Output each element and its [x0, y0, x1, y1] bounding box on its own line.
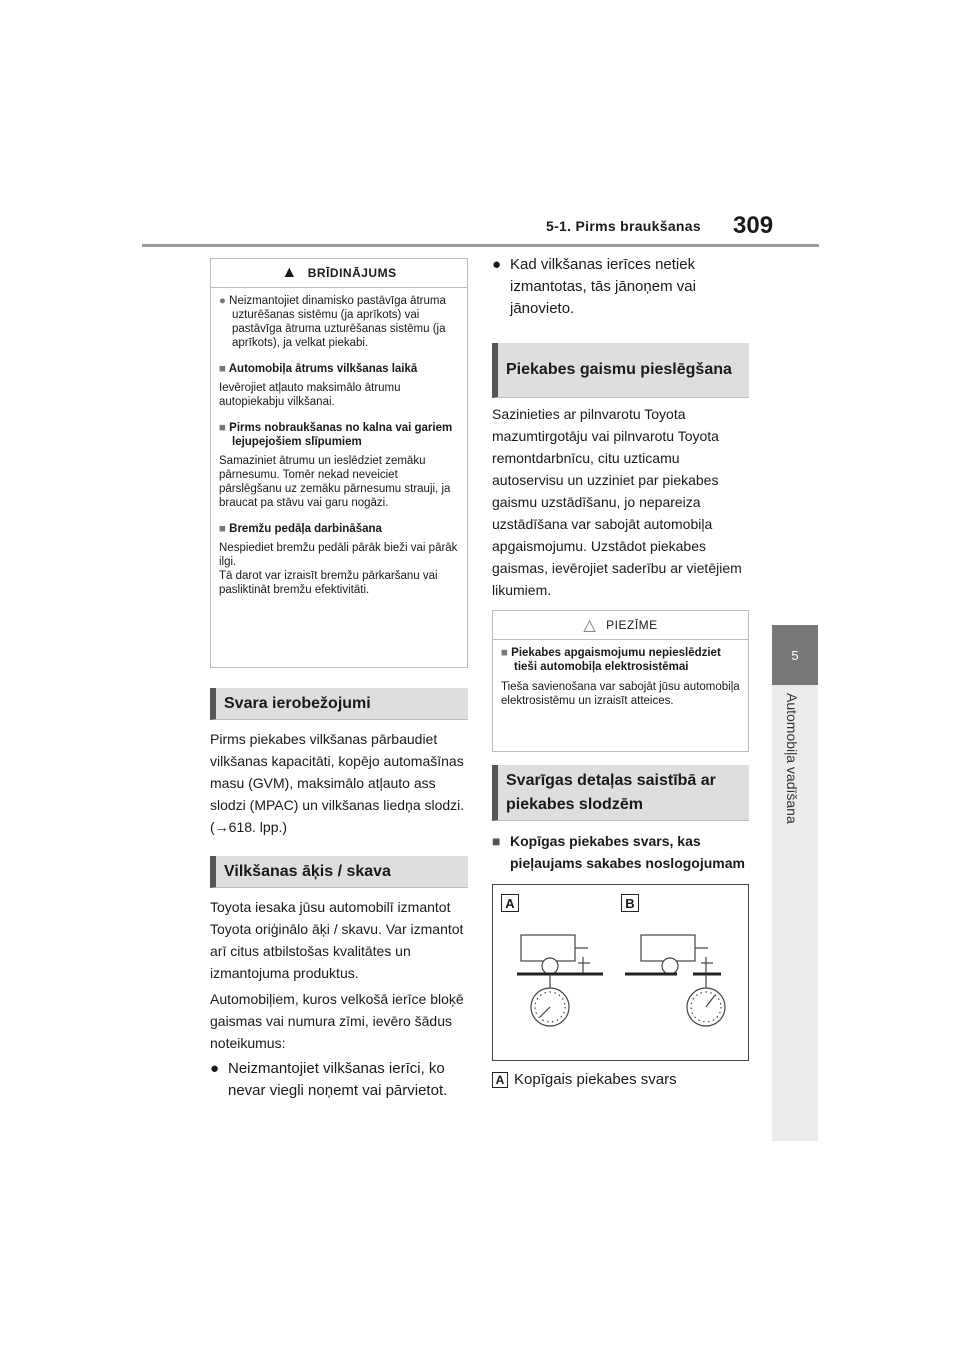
square-bullet-icon: ■: [219, 363, 226, 375]
warning-item-downhill: [211, 409, 467, 510]
scale-needle-a: [540, 1007, 550, 1017]
note-header: [493, 611, 748, 640]
diagram-label-a: A: [501, 894, 519, 912]
warning-header: [211, 259, 467, 288]
diagram-legend-a: [492, 1071, 677, 1088]
hitch-bullet-2: [492, 254, 754, 320]
warning-item-brakes: [211, 510, 467, 597]
warning-item-text: Ievērojiet atļauto maksimālo ātrumu autopiekabju vilkšanai.: [219, 382, 401, 408]
bullet-text: Kad vilkšanas ierīces netiek izmantotas, tās jānoņem vai jānovieto.: [510, 256, 696, 317]
trailer-body-b: [641, 935, 695, 961]
hitch-body-1: Toyota iesaka jūsu automobilī izmantot Toyota oriģinālo āķi / skavu. Var izmantot arī citus atbilstošas kvalitātes un izmantojuma produktus.: [210, 899, 464, 981]
bullet-dot-icon: ●: [219, 295, 226, 307]
chapter-tab: [772, 625, 818, 685]
chapter-title: Automobiļa vadīšana: [784, 693, 800, 824]
hitch-body-2: Automobiļiem, kuros velkošā ierīce bloķē gaismas vai numura zīmi, ievēro šādus noteikumus:: [210, 991, 464, 1051]
warning-item-heading: Automobiļa ātrums vilkšanas laikā: [228, 363, 418, 375]
warning-item-text-2: Tā darot var izraisīt bremžu pārkaršanu vai pasliktināt bremžu efektivitāti.: [219, 570, 438, 596]
tongue-weight-diagram: [492, 884, 749, 1061]
hitch-bullet-1: [210, 1058, 472, 1102]
note-title: PIEZĪME: [606, 618, 658, 632]
section-title: 5-1. Pirms braukšanas: [546, 218, 701, 234]
trailer-wheel-a: [542, 958, 558, 974]
warning-item-speed: [211, 350, 467, 409]
warning-triangle-icon: ▲: [281, 264, 298, 281]
trailer-body-a: [521, 935, 575, 961]
note-content: [493, 640, 748, 708]
diagram-drawing: [493, 885, 748, 1060]
warning-title: BRĪDINĀJUMS: [307, 266, 397, 280]
note-box: [492, 610, 749, 752]
section-heading-lights: [492, 343, 749, 398]
scale-needle-b: [706, 995, 715, 1007]
section-heading-hitch: [210, 856, 468, 888]
header-rule: [142, 244, 819, 247]
square-bullet-icon: ■: [492, 833, 501, 849]
warning-item-heading: Pirms nobraukšanas no kalna vai gariem lejupejošiem slīpumiem: [229, 422, 453, 448]
bullet-dot-icon: ●: [210, 1060, 220, 1077]
caution-triangle-icon: △: [583, 617, 597, 634]
warning-intro-text: Neizmantojiet dinamisko pastāvīga ātruma uzturēšanas sistēmu (ja aprīkots) vai pastāvīga ātruma uzturēšanas sistēmu (ja aprīkots), ja velkat piekabi.: [229, 295, 446, 349]
warning-item-text: Samaziniet ātrumu un ieslēdziet zemāku pārnesumu. Tomēr nekad neveiciet pārslēgšanu uz zemāku pārnesumu strauji, ja braucat pa stāvu vai garu nogāzi.: [219, 455, 451, 509]
square-bullet-icon: ■: [501, 647, 508, 659]
warning-item-heading: Bremžu pedāļa darbināšana: [229, 523, 382, 535]
section-heading-details: [492, 765, 749, 821]
details-subheading-text: Kopīgas piekabes svars, kas pieļaujams sakabes noslogojumam: [510, 833, 745, 871]
chapter-number: 5: [791, 647, 799, 663]
trailer-wheel-b: [662, 958, 678, 974]
lights-body: Sazinieties ar pilnvarotu Toyota mazumtirgotāju vai pilnvarotu Toyota remontdarbnīcu, citu uzticamu autoservisu un uzziniet par piekabes gaismu uzstādīšanu, jo nepareiza uzstādīšana var sabojāt automobiļa apgaismojumu. Uzstādot piekabes gaismas, ievērojiet saderību ar vietējiem likumiem.: [492, 406, 742, 598]
page-number: 309: [733, 212, 774, 239]
bullet-text: Neizmantojiet vilkšanas ierīci, ko nevar viegli noņemt vai pārvietot.: [228, 1060, 448, 1099]
legend-text: Kopīgais piekabes svars: [514, 1071, 677, 1088]
note-heading: Piekabes apgaismojumu nepieslēdziet tieši automobiļa elektrosistēmai: [511, 647, 721, 673]
section-heading-text: Piekabes gaismu pieslēgšana: [506, 361, 732, 378]
section-heading-weight: [210, 688, 468, 720]
section-heading-text: Svara ierobežojumi: [224, 694, 371, 712]
note-text: Tieša savienošana var sabojāt jūsu automobiļa elektrosistēmu un izraisīt atteices.: [501, 681, 740, 707]
weight-body: Pirms piekabes vilkšanas pārbaudiet vilkšanas kapacitāti, kopējo automašīnas masu (GVM), maksimālo atļauto ass slodzi (MPAC) un vilkšanas liedņa slodzi. (→618. lpp.): [210, 731, 465, 835]
warning-item-text: Nespiediet bremžu pedāli pārāk bieži vai pārāk ilgi.: [219, 542, 458, 568]
bullet-dot-icon: ●: [492, 256, 502, 273]
square-bullet-icon: ■: [219, 523, 226, 535]
diagram-label-b: B: [621, 894, 639, 912]
warning-box: [210, 258, 468, 668]
details-subheading: [492, 830, 754, 874]
square-bullet-icon: ■: [219, 422, 226, 434]
legend-label-box: A: [492, 1072, 508, 1088]
section-heading-text: Vilkšanas āķis / skava: [224, 862, 391, 880]
section-heading-text: Svarīgas detaļas saistībā ar piekabes slodzēm: [506, 771, 716, 813]
warning-intro: [211, 288, 467, 350]
